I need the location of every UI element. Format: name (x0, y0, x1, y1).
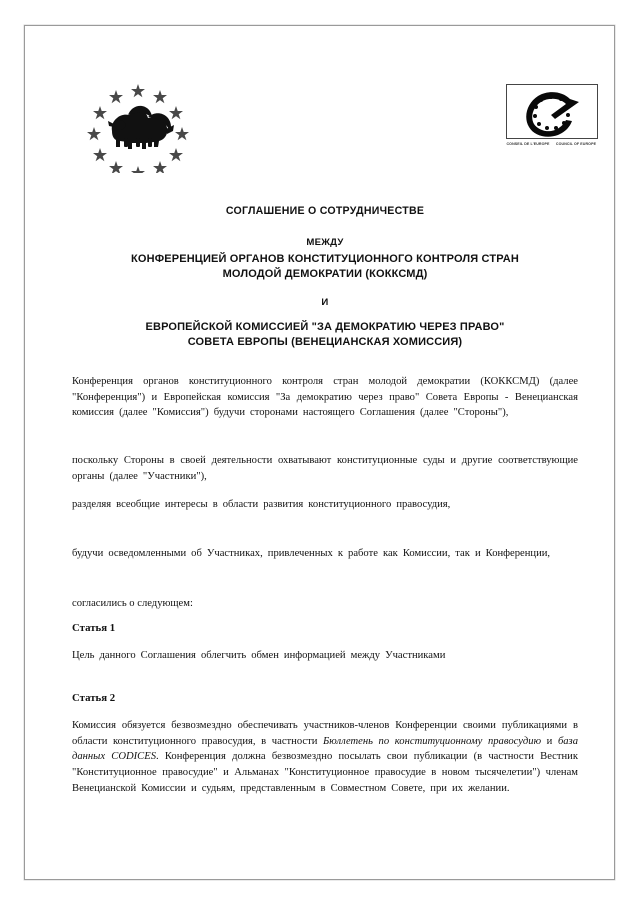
preamble-paragraph-3: разделяя всеобщие интересы в области развития конституционного правосудия, (72, 499, 451, 510)
council-of-europe-logo (506, 84, 606, 164)
article-2-body-segment-2: и (541, 735, 558, 747)
party-two-line-1: ЕВРОПЕЙСКОЙ КОМИССИЕЙ "ЗА ДЕМОКРАТИЮ ЧЕРЕЗ ПРАВО" (145, 321, 505, 333)
article-2-body (72, 718, 578, 796)
article-1-body: Цель данного Соглашения облегчить обмен информацией между Участниками (72, 650, 446, 661)
preamble-paragraph-2: поскольку Стороны в своей деятельности охватывают конституционные суды и другие соответствующие органы (далее "Участники"), (72, 455, 578, 482)
article-2-body-segment-3: . Конференция должна безвозмездно посылать свои публикации (в частности Вестник "Конституционное правосудие" и Альманах "Конституционное правосудие в новом тысячелетии") членам Венецианской Комиссии и судьям, представленным в Совместном Совете, при их желании. (72, 751, 579, 794)
coe-logo-box (506, 84, 598, 139)
preamble-paragraph-5: согласились о следующем: (72, 598, 193, 609)
article-2-publication-codices: база данных CODICES (72, 735, 578, 763)
preamble-paragraph-4: будучи осведомленными об Участниках, привлеченных к работе как Комиссии, так и Конференции, (72, 548, 551, 559)
party-one-line-2: МОЛОДОЙ ДЕМОКРАТИИ (КОККСМД) (222, 267, 428, 280)
party-one-line-1: КОНФЕРЕНЦИЕЙ ОРГАНОВ КОНСТИТУЦИОННОГО КОНТРОЛЯ СТРАН (131, 253, 519, 265)
party-two-line-2: СОВЕТА ЕВРОПЫ (ВЕНЕЦИАНСКАЯ ХОМИССИЯ) (187, 335, 463, 348)
article-2-body-segment-1: Комиссия обязуется безвозмездно обеспечивать участников-членов Конференции своими публикациями в области конституционного правосудия, в частности (72, 720, 578, 747)
coe-caption-english: COUNCIL OF EUROPE (555, 142, 597, 146)
party-one-name (72, 252, 578, 281)
article-2-heading: Статья 2 (72, 692, 116, 704)
coe-caption-french: CONSEIL DE L'EUROPE (506, 142, 550, 146)
coe-logo-caption (506, 142, 598, 146)
article-1-heading: Статья 1 (72, 622, 116, 634)
article-2-publication-bulletin: Бюллетень по конституционному правосудию (323, 735, 542, 747)
party-two-name (72, 320, 578, 349)
title-and-label: И (321, 297, 329, 308)
title-between-label: МЕЖДУ (306, 237, 344, 248)
preamble-paragraph-1: Конференция органов конституционного контроля стран молодой демократии (КОККСМД) (далее "Конференция") и Европейская комиссия "За демократию через право" Совета Европы - Венецианская комиссия (далее "Комиссия") будучи сторонами настоящего Соглашения (далее "Стороны"), (72, 376, 578, 419)
venice-commission-emblem (84, 81, 192, 173)
letterhead-logo-row (24, 78, 615, 173)
document-title: СОГЛАШЕНИЕ О СОТРУДНИЧЕСТВЕ (225, 205, 425, 217)
